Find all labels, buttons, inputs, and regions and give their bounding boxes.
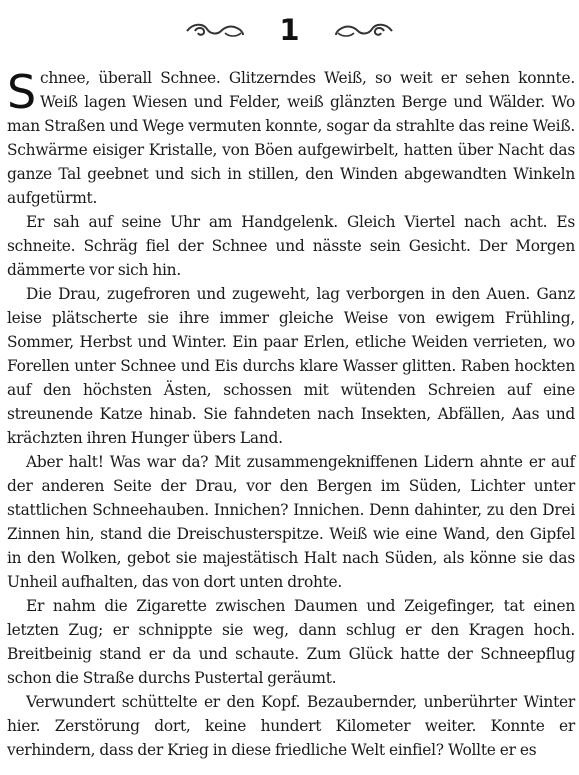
paragraph: Er nahm die Zigarette zwischen Daumen und Zeigefinger, tat einen letzten Zug; er schnippte sie weg, dann schlug er den Kragen hoch. Breitbeinig stand er da und schaute. Zum Glück hatte der Schneepflug schon die Straße durchs Pustertal geräumt. [7,597,575,687]
chapter-header [0,10,579,50]
paragraph: Er sah auf seine Uhr am Handgelenk. Gleich Viertel nach acht. Es schneite. Schräg fiel der Schnee und nässte sein Gesicht. Der Morgen dämmerte vor sich hin. [7,213,575,279]
paragraph: Die Drau, zugefroren und zugeweht, lag verborgen in den Auen. Ganz leise plätscherte sie ihre immer gleiche Weise von ewigem Frühling, Sommer, Herbst und Winter. Ein paar Erlen, etliche Weiden verrieten, wo Forellen unter Schnee und Eis durchs klare Wasser glitten. Raben hockten auf den höchsten Ästen, schossen mit wütenden Schreien auf eine streunende Katze hinab. Sie fahndeten nach Insekten, Abfällen, Aas und krächzten ihren Hunger übers Land. [7,285,575,447]
paragraph: Verwundert schüttelte er den Kopf. Bezaubernder, unberührter Winter hier. Zerstörung dort, keine hundert Kilometer weiter. Konnte er verhindern, dass der Krieg in diese friedliche Welt einfiel? Wollte er es [7,693,575,759]
paragraph [7,66,575,210]
chapter-text [7,66,575,762]
paragraph-text: chnee, überall Schnee. Glitzerndes Weiß, so weit er sehen konnte. Weiß lagen Wiesen und Felder, weiß glänzten Berge und Wälder. Wo man Straßen und Wege vermuten konnte, sogar da strahlte das reine Weiß. Schwärme eisiger Kristalle, von Böen aufgewirbelt, hatten über Nacht das ganze Tal geebnet und sich in stillen, den Winden abgewandten Winkeln aufgetürmt. [7,69,575,207]
chapter-number: 1 [279,13,300,47]
left-flourish-icon [185,19,245,41]
drop-cap: S [7,65,36,119]
right-flourish-icon [334,19,394,41]
paragraph: Aber halt! Was war da? Mit zusammengekniffenen Lidern ahnte er auf der anderen Seite der Drau, vor den Bergen im Süden, Lichter unter stattlichen Schneehauben. Innichen? Innichen. Denn dahinter, zu den Drei Zinnen hin, stand die Dreischusterspitze. Weiß wie eine Wand, den Gipfel in den Wolken, gebot sie majestätisch Halt nach Süden, als könne sie das Unheil aufhalten, das von dort unten drohte. [7,453,575,591]
